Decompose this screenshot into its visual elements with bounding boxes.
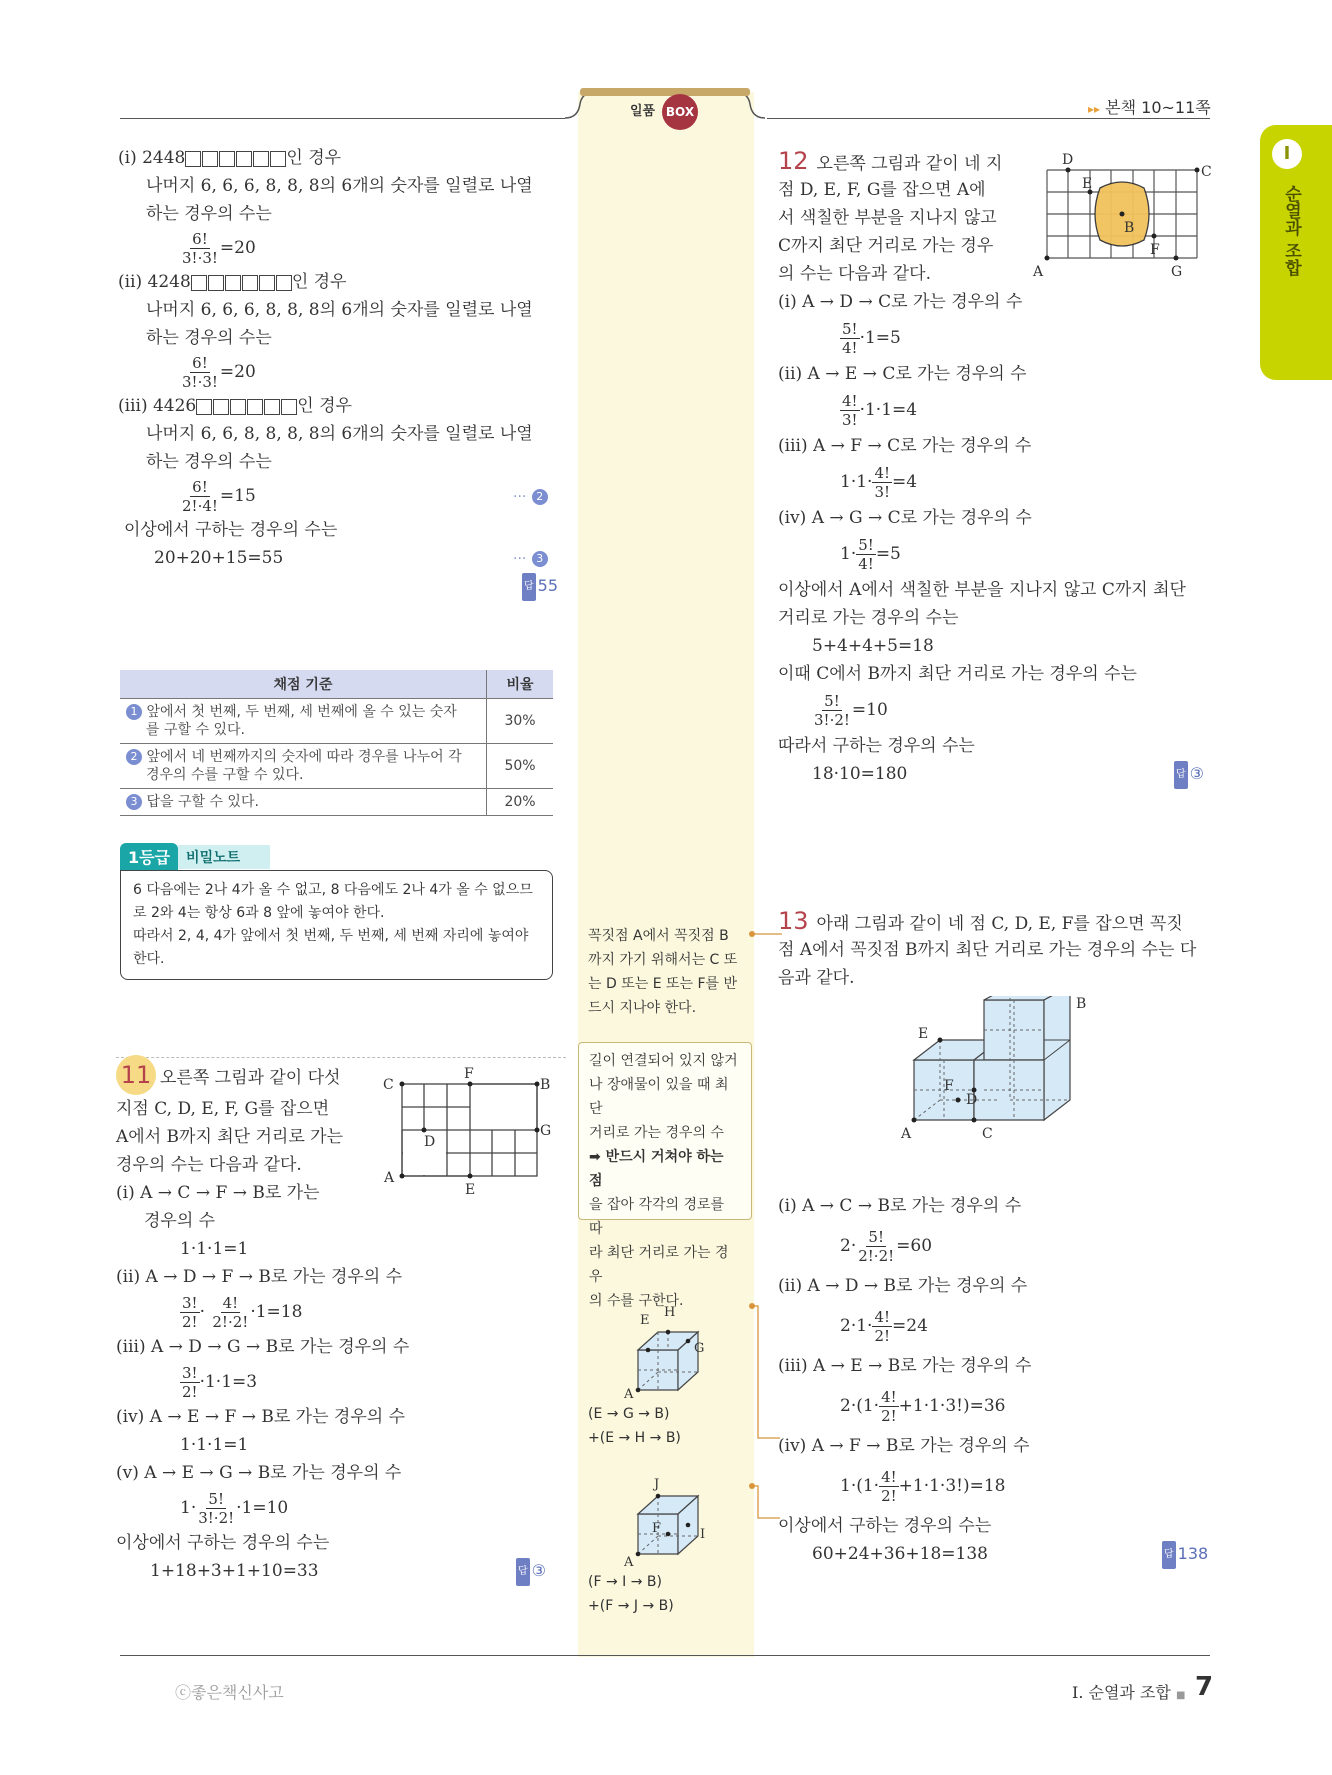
label-F: F [1150, 242, 1160, 258]
label-A: A [384, 1170, 395, 1186]
chapter-numeral: I [1272, 139, 1302, 169]
connector-line [748, 928, 782, 940]
label-G: G [1171, 264, 1183, 280]
table-row: 3 답을 구할 수 있다. 20% [120, 789, 553, 816]
step-marker-3: ··· 3 [513, 544, 548, 573]
problem-12: 12 오른쪽 그림과 같이 네 지 점 D, E, F, G를 잡으면 A에 서 색칠한 부분을 지나지 않고 C까지 최단 거리로 가는 경우 의 수는 다음과 같다. (ⅰ) A → D → C로 가는 경우의 수 $\frac{5!}{4!}$ ·1=5 (ⅱ) A → E → C로 가는 경우의 수 $\frac{4!}{3!}$ ·1·1=4 (ⅲ) A → F → C로 가는 경우의 수 1·1· $\frac{4!}{3!}$ =4 (ⅳ) A → G → C로 가는 경우의 수 1· $\frac{5!}{4!}$ =5 이상에서 A에서 색칠한 부분을 지나지 않고 C까지 최단 거리로 가는 경우의 수는 5+4+4+5=18 이때 C에서 B까지 최단 거리로 가는 경우의 수는 $\frac{5!}{3!\cdot 2!}$ =10 따라서 구하는 경우의 수는 18·10=180 답 ③ [778, 146, 1218, 788]
ratio-header: 비율 [487, 670, 554, 699]
label-E: E [918, 1026, 929, 1042]
side-note-1: 꼭짓점 A에서 꼭짓점 B 까지 가기 위해서는 C 또 는 D 또는 E 또는 F를 반 드시 지나야 한다. [588, 928, 738, 1016]
cube1-caption: (E → G → B) +(E → H → B) [588, 1406, 681, 1446]
problem-number: 13 [778, 907, 809, 935]
step-marker-2: ··· 2 [513, 476, 548, 517]
label-B: B [1076, 996, 1087, 1012]
footer-chapter: Ⅰ. 순열과 조합 ■ [1072, 1683, 1186, 1702]
label-D: D [424, 1134, 436, 1150]
case1-text2: 하는 경우의 수는 [146, 204, 272, 224]
blank-boxes [191, 275, 292, 291]
label-B: B [1124, 220, 1135, 236]
note-body: 6 다음에는 2나 4가 올 수 없고, 8 다음에도 2나 4가 올 수 없으므 로 2와 4는 항상 6과 8 앞에 놓여야 한다. 따라서 2, 4, 4가 앞에서 첫 번째, 두 번째, 세 번째 자리에 놓여야 한다. [120, 870, 553, 980]
scoring-criteria-table [120, 670, 553, 816]
label-A: A [901, 1126, 912, 1142]
svg-text:G: G [694, 1341, 705, 1356]
note-label: 비밀노트 [178, 845, 270, 869]
cube2-caption: (F → I → B) +(F → J → B) [588, 1574, 674, 1614]
page-ref: ▸▸ 본책 10~11쪽 [1088, 98, 1211, 117]
problem-number: 12 [778, 147, 809, 175]
header-rule-right [767, 118, 1210, 119]
publisher: ⓒ좋은책신사고 [175, 1683, 284, 1702]
blank-boxes [185, 151, 286, 167]
svg-text:A: A [624, 1387, 634, 1400]
chapter-title: 순열과 조합 [1281, 185, 1301, 276]
summary-text: 이상에서 구하는 경우의 수는 [124, 520, 338, 540]
cube-figure-13 [900, 996, 1100, 1176]
svg-text:A: A [624, 1555, 634, 1568]
case2-formula: $\frac{6!}{3!\cdot 3!}$ =20 [182, 354, 256, 391]
problem-13-solution: (ⅰ) A → C → B로 가는 경우의 수 2· $\frac{5!}{2!\cdot 2!}$ =60 (ⅱ) A → D → B로 가는 경우의 수 2·1· $\frac{4!}{2!}$ =24 (ⅲ) A → E → B로 가는 경우의 수 2·(1· $\frac{4!}{2!}$ +1·1·3!)=36 (ⅳ) A → F → B로 가는 경우의 수 1·(1· $\frac{4!}{2!}$ +1·1·3!)=18 이상에서 구하는 경우의 수는 60+24+36+18=138 답 138 [778, 1192, 1218, 1568]
case3-text1: 나머지 6, 6, 8, 8, 8, 8의 6개의 숫자를 일렬로 나열 [146, 424, 533, 444]
label-F: F [464, 1066, 474, 1082]
label-E: E [465, 1182, 476, 1198]
grid-figure-11 [380, 1062, 560, 1202]
case3-heading: (ⅲ) 4426 인 경우 [118, 396, 352, 416]
small-cube-2 [620, 1468, 720, 1568]
header-rule-left [120, 118, 565, 119]
small-cube-1 [620, 1300, 720, 1400]
blank-boxes [196, 399, 297, 415]
label-A: A [1033, 264, 1044, 280]
criteria-header: 채점 기준 [120, 670, 487, 699]
label-D: D [966, 1092, 978, 1108]
case1-formula: $\frac{6!}{3!\cdot 3!}$ =20 [182, 230, 256, 267]
case2-text2: 하는 경우의 수는 [146, 328, 272, 348]
side-note-2: 길이 연결되어 있지 않거 나 장애물이 있을 때 최단 거리로 가는 경우의 수 ➡ 반드시 거쳐야 하는 점 을 잡아 각각의 경로를 따 라 최단 거리로 가는 경우 의 수를 구한다. [578, 1042, 752, 1220]
answer-13: 답 138 [1162, 1540, 1208, 1569]
svg-text:H: H [664, 1305, 676, 1320]
table-row: 1 앞에서 첫 번째, 두 번째, 세 번째에 올 수 있는 숫자 를 구할 수 있다. 30% [120, 699, 553, 744]
footer-rule [120, 1655, 1210, 1656]
connector-bracket [746, 1300, 786, 1540]
label-B: B [540, 1077, 551, 1093]
label-C: C [1201, 164, 1212, 180]
problem-13: 13 아래 그림과 같이 네 점 C, D, E, F를 잡으면 꼭짓 점 A에서 꼭짓점 B까지 최단 거리로 가는 경우의 수는 다 음과 같다. [778, 907, 1197, 988]
case3-text2: 하는 경우의 수는 [146, 452, 272, 472]
grid-figure-12 [1032, 148, 1222, 288]
case2-heading: (ⅱ) 4248 인 경우 [118, 272, 347, 292]
case1-text1: 나머지 6, 6, 6, 8, 8, 8의 6개의 숫자를 일렬로 나열 [146, 176, 533, 196]
header-box-badge: BOX [662, 94, 698, 130]
problem-11: 11 오른쪽 그림과 같이 다섯 지점 C, D, E, F, G를 잡으면 A에서 B까지 최단 거리로 가는 경우의 수는 다음과 같다. (ⅰ) A → C → F → B로 가는 경우의 수 1·1·1=1 (ⅱ) A → D → F → B로 가는 경우의 수 $\frac{3!}{2!}$ · $\frac{4!}{2!\cdot 2!}$ ·1=18 (ⅲ) A → D → G → B로 가는 경우의 수 $\frac{3!}{2!}$ ·1·1=3 (ⅳ) A → E → F → B로 가는 경우의 수 1·1·1=1 (ⅴ) A → E → G → B로 가는 경우의 수 1· $\frac{5!}{3!\cdot 2!}$ ·1=10 이상에서 구하는 경우의 수는 1+18+3+1+10=33 답 ③ [116, 1055, 586, 1585]
svg-text:J: J [654, 1477, 660, 1492]
table-row: 2 앞에서 네 번째까지의 숫자에 따라 경우를 나누어 각 경우의 수를 구할 수 있다. 50% [120, 744, 553, 789]
case3-formula: $\frac{6!}{2!\cdot 4!}$ =15 ··· 2 [118, 476, 558, 516]
grade-badge: 1등급 [120, 843, 178, 870]
answer-55: 답 55 [118, 572, 558, 601]
problem-number: 11 [116, 1055, 156, 1095]
dot-icon: ■ [1175, 1690, 1186, 1701]
label-D: D [1062, 152, 1074, 168]
label-E: E [1082, 176, 1093, 192]
case2-text1: 나머지 6, 6, 6, 8, 8, 8의 6개의 숫자를 일렬로 나열 [146, 300, 533, 320]
header-label: 일품 [630, 104, 656, 119]
case1-heading: (ⅰ) 2448 인 경우 [118, 148, 342, 168]
left-solution-block [118, 144, 558, 601]
secret-note [120, 843, 553, 980]
svg-text:F: F [652, 1521, 662, 1536]
double-arrow-icon: ▸▸ [1088, 102, 1101, 116]
chapter-tab[interactable] [1260, 125, 1332, 380]
answer-11: 답 ③ [516, 1557, 546, 1586]
label-C: C [383, 1077, 394, 1093]
summary-expr: 20+20+15=55 ··· 3 [118, 544, 558, 572]
svg-text:E: E [640, 1313, 650, 1328]
label-F: F [944, 1078, 954, 1094]
page-number: 7 [1195, 1672, 1214, 1702]
label-G: G [540, 1123, 552, 1139]
svg-text:I: I [700, 1527, 706, 1542]
answer-12: 답 ③ [1174, 760, 1204, 789]
label-C: C [982, 1126, 993, 1142]
